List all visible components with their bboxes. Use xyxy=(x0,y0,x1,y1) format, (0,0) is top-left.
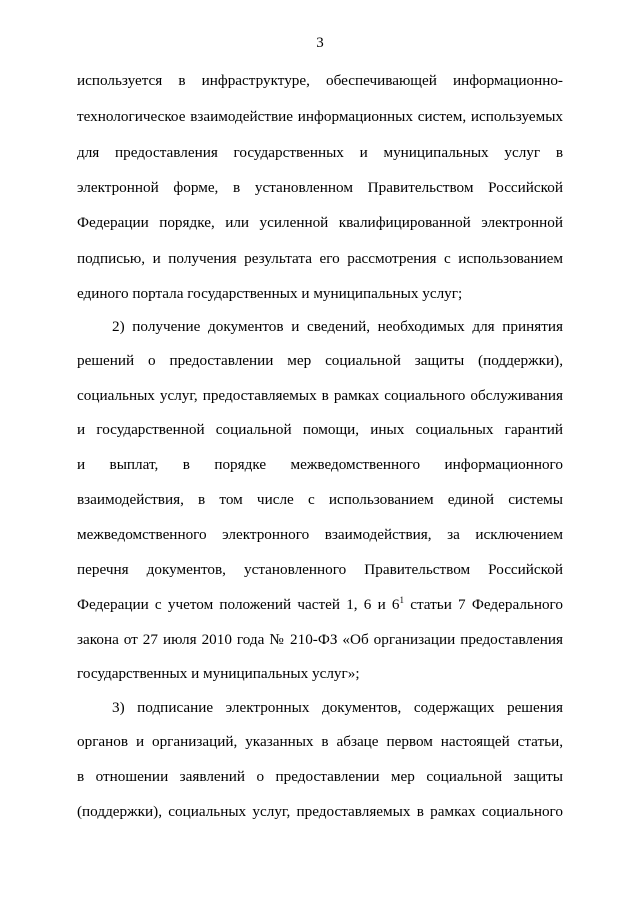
text-line: 3) подписание электронных документов, содержащих решения xyxy=(112,699,563,716)
text-line: межведомственного электронного взаимодействия, за исключением xyxy=(77,526,563,543)
text-line: государственных и муниципальных услуг»; xyxy=(77,665,360,682)
text-line: электронной форме, в установленном Правительством Российской xyxy=(77,179,563,196)
text-line-with-superscript xyxy=(77,596,563,614)
text-line: Федерации порядке, или усиленной квалифицированной электронной xyxy=(77,214,563,231)
text-line: для предоставления государственных и муниципальных услуг в xyxy=(77,144,563,161)
text-line: и государственной социальной помощи, иных социальных гарантий xyxy=(77,421,563,438)
text-line: решений о предоставлении мер социальной защиты (поддержки), xyxy=(77,352,563,369)
text-line: 2) получение документов и сведений, необходимых для принятия xyxy=(112,318,563,335)
superscript: 1 xyxy=(399,594,405,605)
page-number: 3 xyxy=(316,35,324,51)
text-line: закона от 27 июля 2010 года № 210-ФЗ «Об организации предоставления xyxy=(77,631,563,648)
text-line: и выплат, в порядке межведомственного информационного xyxy=(77,456,563,473)
text-line: перечня документов, установленного Правительством Российской xyxy=(77,561,563,578)
text-line: (поддержки), социальных услуг, предоставляемых в рамках социального xyxy=(77,803,563,820)
text-line: социальных услуг, предоставляемых в рамках социального обслуживания xyxy=(77,387,563,404)
text-line: взаимодействия, в том числе с использованием единой системы xyxy=(77,491,563,508)
text-line: подписью, и получения результата его рассмотрения с использованием xyxy=(77,250,563,267)
text-line: органов и организаций, указанных в абзаце первом настоящей статьи, xyxy=(77,733,563,750)
text-line: используется в инфраструктуре, обеспечивающей информационно- xyxy=(77,72,563,89)
text-line: технологическое взаимодействие информационных систем, используемых xyxy=(77,108,563,125)
text-line: единого портала государственных и муниципальных услуг; xyxy=(77,285,463,302)
text-segment: статьи 7 Федерального xyxy=(404,596,564,613)
text-segment: Федерации с учетом положений частей 1, 6 и 6 xyxy=(77,596,400,613)
text-line: в отношении заявлений о предоставлении мер социальной защиты xyxy=(77,768,563,785)
